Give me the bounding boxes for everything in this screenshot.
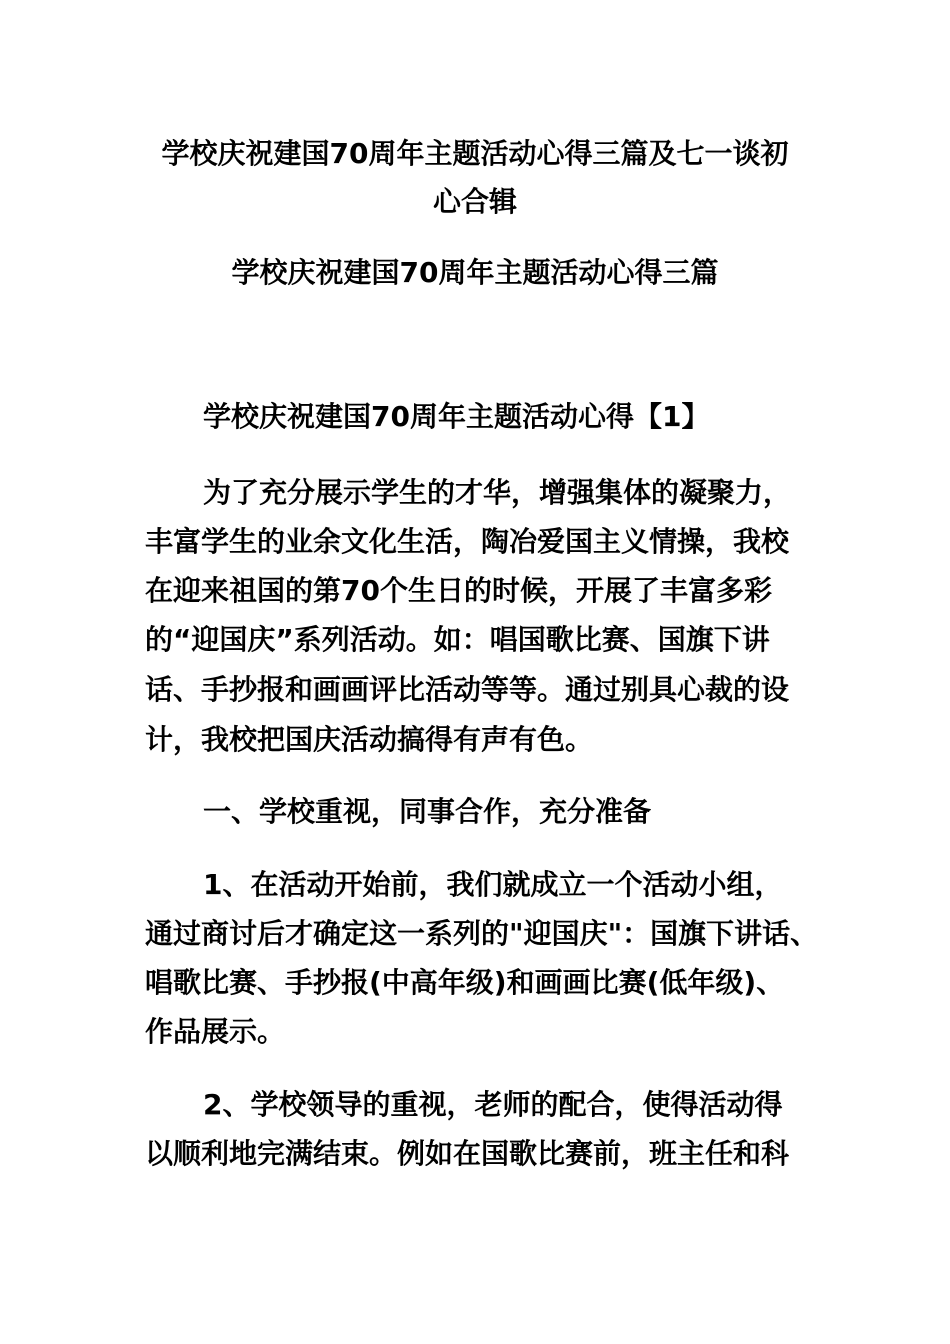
point-2-line: 2、学校领导的重视，老师的配合，使得活动得 <box>203 1088 783 1121</box>
main-title-line-2: 心合辑 <box>432 185 517 218</box>
heading-one: 一、学校重视，同事合作，充分准备 <box>203 795 652 828</box>
intro-paragraph-line: 的“迎国庆”系列活动。如：唱国歌比赛、国旗下讲 <box>145 623 770 656</box>
section-heading: 学校庆祝建国70周年主题活动心得【1】 <box>203 400 710 433</box>
point-1-line: 唱歌比赛、手抄报(中高年级)和画画比赛(低年级)、 <box>145 966 785 999</box>
intro-paragraph-line: 丰富学生的业余文化生活，陶冶爱国主义情操，我校 <box>145 525 790 558</box>
intro-paragraph-line: 为了充分展示学生的才华，增强集体的凝聚力， <box>203 476 792 509</box>
main-title-line-1: 学校庆祝建国70周年主题活动心得三篇及七一谈初 <box>161 137 789 170</box>
intro-paragraph-line: 话、手抄报和画画评比活动等等。通过别具心裁的设 <box>145 673 790 706</box>
point-1-line: 作品展示。 <box>145 1015 286 1048</box>
point-2-line: 以顺利地完满结束。例如在国歌比赛前，班主任和科 <box>145 1137 790 1170</box>
intro-paragraph-line: 计，我校把国庆活动搞得有声有色。 <box>145 723 594 756</box>
intro-paragraph-line: 在迎来祖国的第70个生日的时候，开展了丰富多彩 <box>145 574 772 607</box>
point-1-line: 通过商讨后才确定这一系列的"迎国庆"：国旗下讲话、 <box>145 917 819 950</box>
point-1-line: 1、在活动开始前，我们就成立一个活动小组， <box>203 868 783 901</box>
subtitle: 学校庆祝建国70周年主题活动心得三篇 <box>231 256 719 289</box>
